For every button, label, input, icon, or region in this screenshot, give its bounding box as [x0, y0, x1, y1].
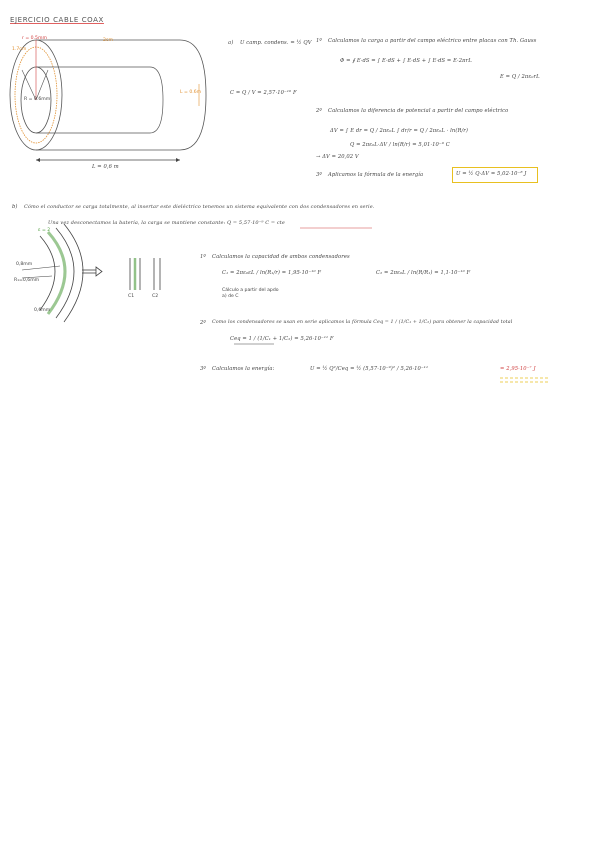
step-2-text: Calculamos la diferencia de potencial a partir del campo eléctrico — [328, 108, 509, 114]
charge-equation: Q = 2πε₀L·ΔV / ln(R/r) = 5,01·10⁻⁹ C — [350, 142, 450, 148]
capacitance-definition: C = Q / V = 2,57·10⁻¹⁰ F — [230, 90, 297, 96]
page-title: EJERCICIO CABLE COAX — [10, 16, 104, 24]
part-a-label: a) — [228, 40, 234, 46]
step-2-number: 2º — [316, 108, 322, 114]
label-r-small: r = 0.5mm — [22, 36, 47, 41]
radius-r2-label: 0,8mm — [16, 262, 33, 267]
ceq-equation: Ceq = 1 / (1/C₁ + 1/C₂) = 5,26·10⁻¹¹ F — [230, 336, 334, 342]
b-step-2-number: 2º — [200, 320, 206, 326]
c2-equation: C₂ = 2πε₀L / ln(R/R₁) = 1,1·10⁻¹⁰ F — [376, 270, 471, 276]
part-b-statement-2: Una vez desconectamos la batería, la carga se mantiene constante: Q = 5,57·10⁻⁹ C = cte — [48, 220, 285, 226]
capacitor-c2-label: C2 — [152, 294, 159, 299]
label-length: L = 0,6 m — [92, 164, 119, 170]
energy-result-b: = 2,95·10⁻⁷ J — [500, 366, 536, 372]
potential-equation: ΔV = ∫ E dr = Q / 2πε₀L ∫ dr/r = Q / 2πε₀L · ln(R/r) — [330, 128, 469, 134]
label-r-inner: R = 0.6mm — [24, 97, 51, 102]
step-3-number: 3º — [316, 172, 322, 178]
part-b-label: b) — [12, 204, 18, 210]
step-1-number: 1º — [316, 38, 322, 44]
energy-definition: U camp. condens. = ½ QV — [240, 40, 312, 46]
c1-equation: C₁ = 2πε₀εL / ln(R₁/r) = 1,95·10⁻¹⁰ F — [222, 270, 322, 276]
radius-r1-label: R₁=0,6mm — [14, 278, 40, 283]
potential-result: → ΔV = 20,02 V — [316, 154, 359, 160]
b-step-2-text: Como los condensadores se usan en serie aplicamos la fórmula Ceq = 1 / (1/C₁ + 1/C₂) para obtener la capacidad total — [212, 320, 513, 325]
capacitor-c1-label: C1 — [128, 294, 135, 299]
label-r-outer: 2cm — [103, 38, 113, 43]
gauss-field-equation: E = Q / 2πε₀rL — [500, 74, 540, 80]
part-b-statement: Cómo el conductor se carga totalmente, al insertar este dieléctrico tenemos un sistema equivalente con dos condensadores en serie. — [24, 204, 375, 210]
c2-note: Cálculo a partir del apdo a) de C — [222, 288, 279, 299]
gauss-equation: Φ = ∮ E·dS = ∫ E·dS + ∫ E·dS + ∫ E·dS = E·2πrL — [340, 58, 472, 64]
radius-r3-label: 0,6mm — [34, 308, 51, 313]
step-1-text: Calculamos la carga a partir del campo eléctrico entre placas con Th. Gauss — [328, 38, 537, 44]
b-step-1-text: Calculamos la capacidad de ambos condensadores — [212, 254, 350, 260]
b-step-3-text: Calculamos la energía: — [212, 366, 275, 372]
dielectric-eps-label: ε = 2 — [38, 228, 51, 233]
step-3-text: Aplicamos la fórmula de la energía — [328, 172, 424, 178]
label-side: L = 0.6m — [180, 90, 202, 95]
energy-result-a: U = ½ Q·ΔV = 5,02·10⁻⁸ J — [456, 171, 527, 177]
b-step-3-number: 3º — [200, 366, 206, 372]
energy-equation-b: U = ½ Q²/Ceq = ½ (5,57·10⁻⁹)² / 5,26·10⁻¹¹ — [310, 366, 429, 372]
label-left-top: 1.7cm — [12, 47, 27, 52]
b-step-1-number: 1º — [200, 254, 206, 260]
